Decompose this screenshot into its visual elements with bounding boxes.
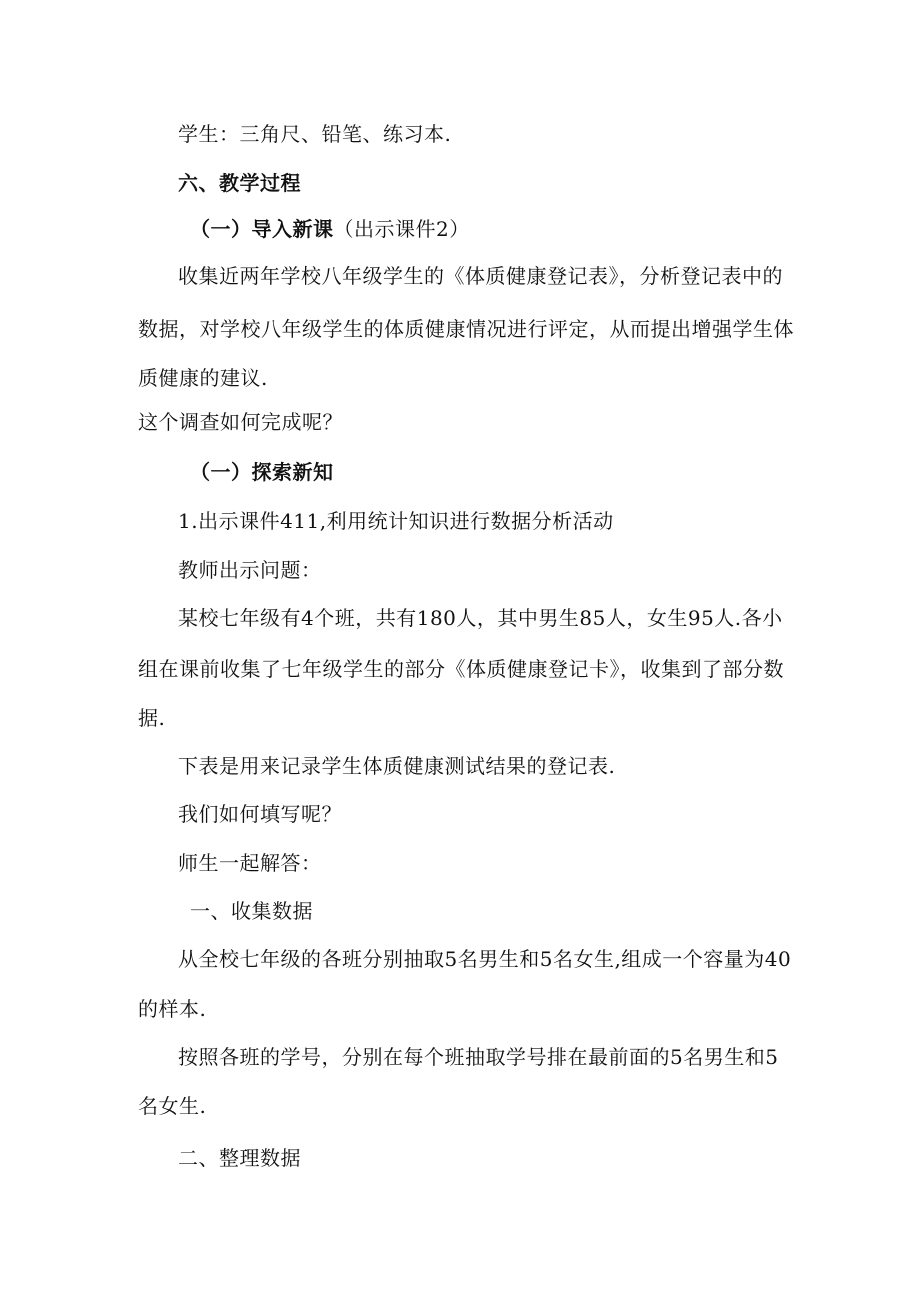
paragraph-line: 名女生.	[138, 1094, 207, 1118]
paragraph-line: 1.出示课件411,利用统计知识进行数据分析活动	[178, 509, 614, 533]
subsection-heading-explore: （一）探索新知	[190, 460, 334, 484]
paragraph-line: 数据，对学校八年级学生的体质健康情况进行评定，从而提出增强学生体	[138, 317, 794, 341]
paragraph-line: 这个调查如何完成呢？	[138, 410, 343, 434]
paragraph-line: 据.	[138, 706, 166, 730]
paragraph-line: 组在课前收集了七年级学生的部分《体质健康登记卡》，收集到了部分数	[138, 657, 784, 681]
subsection-heading-intro: （一）导入新课	[190, 217, 334, 241]
step-heading-organize: 二、整理数据	[178, 1146, 301, 1170]
paragraph-line: 的样本.	[138, 997, 207, 1021]
paragraph-line: 质健康的建议.	[138, 366, 268, 390]
paragraph-line: 师生一起解答：	[178, 851, 322, 875]
materials-line: 学生：三角尺、铅笔、练习本.	[178, 122, 452, 146]
section-heading-teaching-process: 六、教学过程	[178, 171, 301, 195]
step-heading-collect: 一、收集数据	[190, 899, 313, 923]
subsection-intro-line	[190, 216, 470, 242]
paragraph-line: 教师出示问题：	[178, 558, 322, 582]
paragraph-line: 从全校七年级的各班分别抽取5名男生和5名女生,组成一个容量为40	[178, 947, 792, 971]
paragraph-line: 收集近两年学校八年级学生的《体质健康登记表》，分析登记表中的	[178, 264, 783, 288]
paragraph-line: 按照各班的学号，分别在每个班抽取学号排在最前面的5名男生和5	[178, 1045, 779, 1069]
paragraph-line: 下表是用来记录学生体质健康测试结果的登记表.	[178, 754, 616, 778]
subsection-intro-note: （出示课件2）	[333, 217, 470, 241]
paragraph-line: 我们如何填写呢？	[178, 802, 342, 826]
paragraph-line: 某校七年级有4个班，共有180人，其中男生85人，女生95人.各小	[178, 606, 783, 630]
